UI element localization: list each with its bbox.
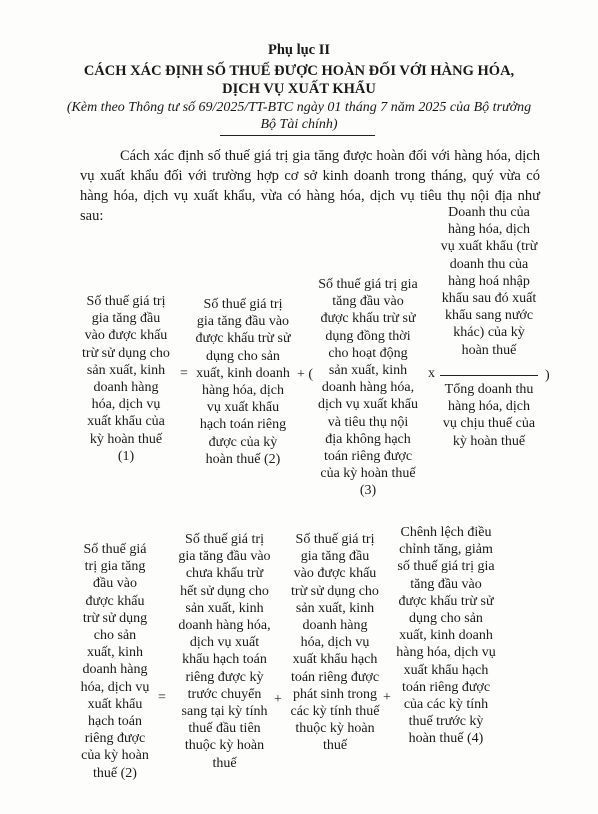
title-underline xyxy=(220,135,375,136)
f2-plus-1: + xyxy=(274,692,282,707)
f1-times: x xyxy=(428,366,435,381)
title-line-1: CÁCH XÁC ĐỊNH SỐ THUẾ ĐƯỢC HOÀN ĐỐI VỚI HÀNG HÓA, xyxy=(83,63,515,79)
f2-term4: Chênh lệch điều chỉnh tăng, giảm số thuế giá trị gia tăng đầu vào được khấu trừ sử dụng cho sản xuất, kinh doanh hàng hóa, dịch vụ xuất khẩu hạch toán riêng được của các kỳ tính thuế trước kỳ hoàn thuế (4) xyxy=(396,525,496,747)
subtitle: (Kèm theo Thông tư số 69/2025/TT-BTC ngày 01 tháng 7 năm 2025 của Bộ trưởng Bộ Tài chính) xyxy=(66,100,532,132)
f1-fraction-bar xyxy=(440,375,538,376)
appendix-label: Phụ lục II xyxy=(267,42,331,58)
f2-plus-2: + xyxy=(383,690,391,705)
f2-term2: Số thuế giá trị gia tăng đầu vào chưa khấu trừ hết sử dụng cho sản xuất, kinh doanh hàng hóa, dịch vụ xuất khẩu hạch toán riêng được kỳ trước chuyển sang tại kỳ tính thuế đầu tiên thuộc kỳ hoàn thuế xyxy=(178,532,271,771)
f1-close-paren: ) xyxy=(545,368,550,383)
f2-term1: Số thuế giá trị gia tăng đầu vào được khấu trừ sử dụng cho sản xuất, kinh doanh hàng hóa, dịch vụ xuất khẩu hạch toán riêng được của kỳ hoàn thuế (2) xyxy=(80,542,150,781)
intro-text: Cách xác định số thuế giá trị gia tăng được hoàn đối với hàng hóa, dịch vụ xuất khẩu đối với trường hợp cơ sở kinh doanh trong tháng, quý vừa có hàng hóa, dịch vụ xuất khẩu, vừa có hàng hóa, dịch vụ tiêu thụ nội địa như sau: xyxy=(80,148,540,224)
f2-term3: Số thuế giá trị gia tăng đầu vào được khấu trừ sử dụng cho sản xuất, kinh doanh hàng hóa, dịch vụ xuất khẩu hạch toán riêng được phát sinh trong các kỳ tính thuế thuộc kỳ hoàn thuế xyxy=(290,532,380,754)
title-line-2: DỊCH VỤ XUẤT KHẨU xyxy=(222,81,376,97)
f1-plus-open: + ( xyxy=(297,367,314,382)
f1-numerator: Doanh thu của hàng hóa, dịch vụ xuất khẩu (trừ doanh thu của hàng hoá nhập khẩu sau đó xuất khẩu sang nước khác) của kỳ hoàn thuế xyxy=(440,205,538,358)
f1-denominator: Tổng doanh thu hàng hóa, dịch vụ chịu thuế của kỳ hoàn thuế xyxy=(442,382,536,449)
document-title xyxy=(0,62,598,98)
f1-term1: Số thuế giá trị gia tăng đầu vào được khấu trừ sử dụng cho sản xuất, kinh doanh hàng hóa, dịch vụ xuất khẩu của kỳ hoàn thuế (1) xyxy=(82,294,170,464)
f1-equals: = xyxy=(180,366,188,381)
f1-term2: Số thuế giá trị gia tăng đầu vào được khấu trừ sử dụng cho sản xuất, kinh doanh hàng hóa, dịch vụ xuất khẩu hạch toán riêng được của kỳ hoàn thuế (2) xyxy=(195,297,291,467)
f2-equals: = xyxy=(158,690,166,705)
f1-term3: Số thuế giá trị gia tăng đầu vào được khấu trừ sử dụng đồng thời cho hoạt động sản xuất, kinh doanh hàng hóa, dịch vụ xuất khẩu và tiêu thụ nội địa không hạch toán riêng được của kỳ hoàn thuế (3) xyxy=(318,277,418,499)
